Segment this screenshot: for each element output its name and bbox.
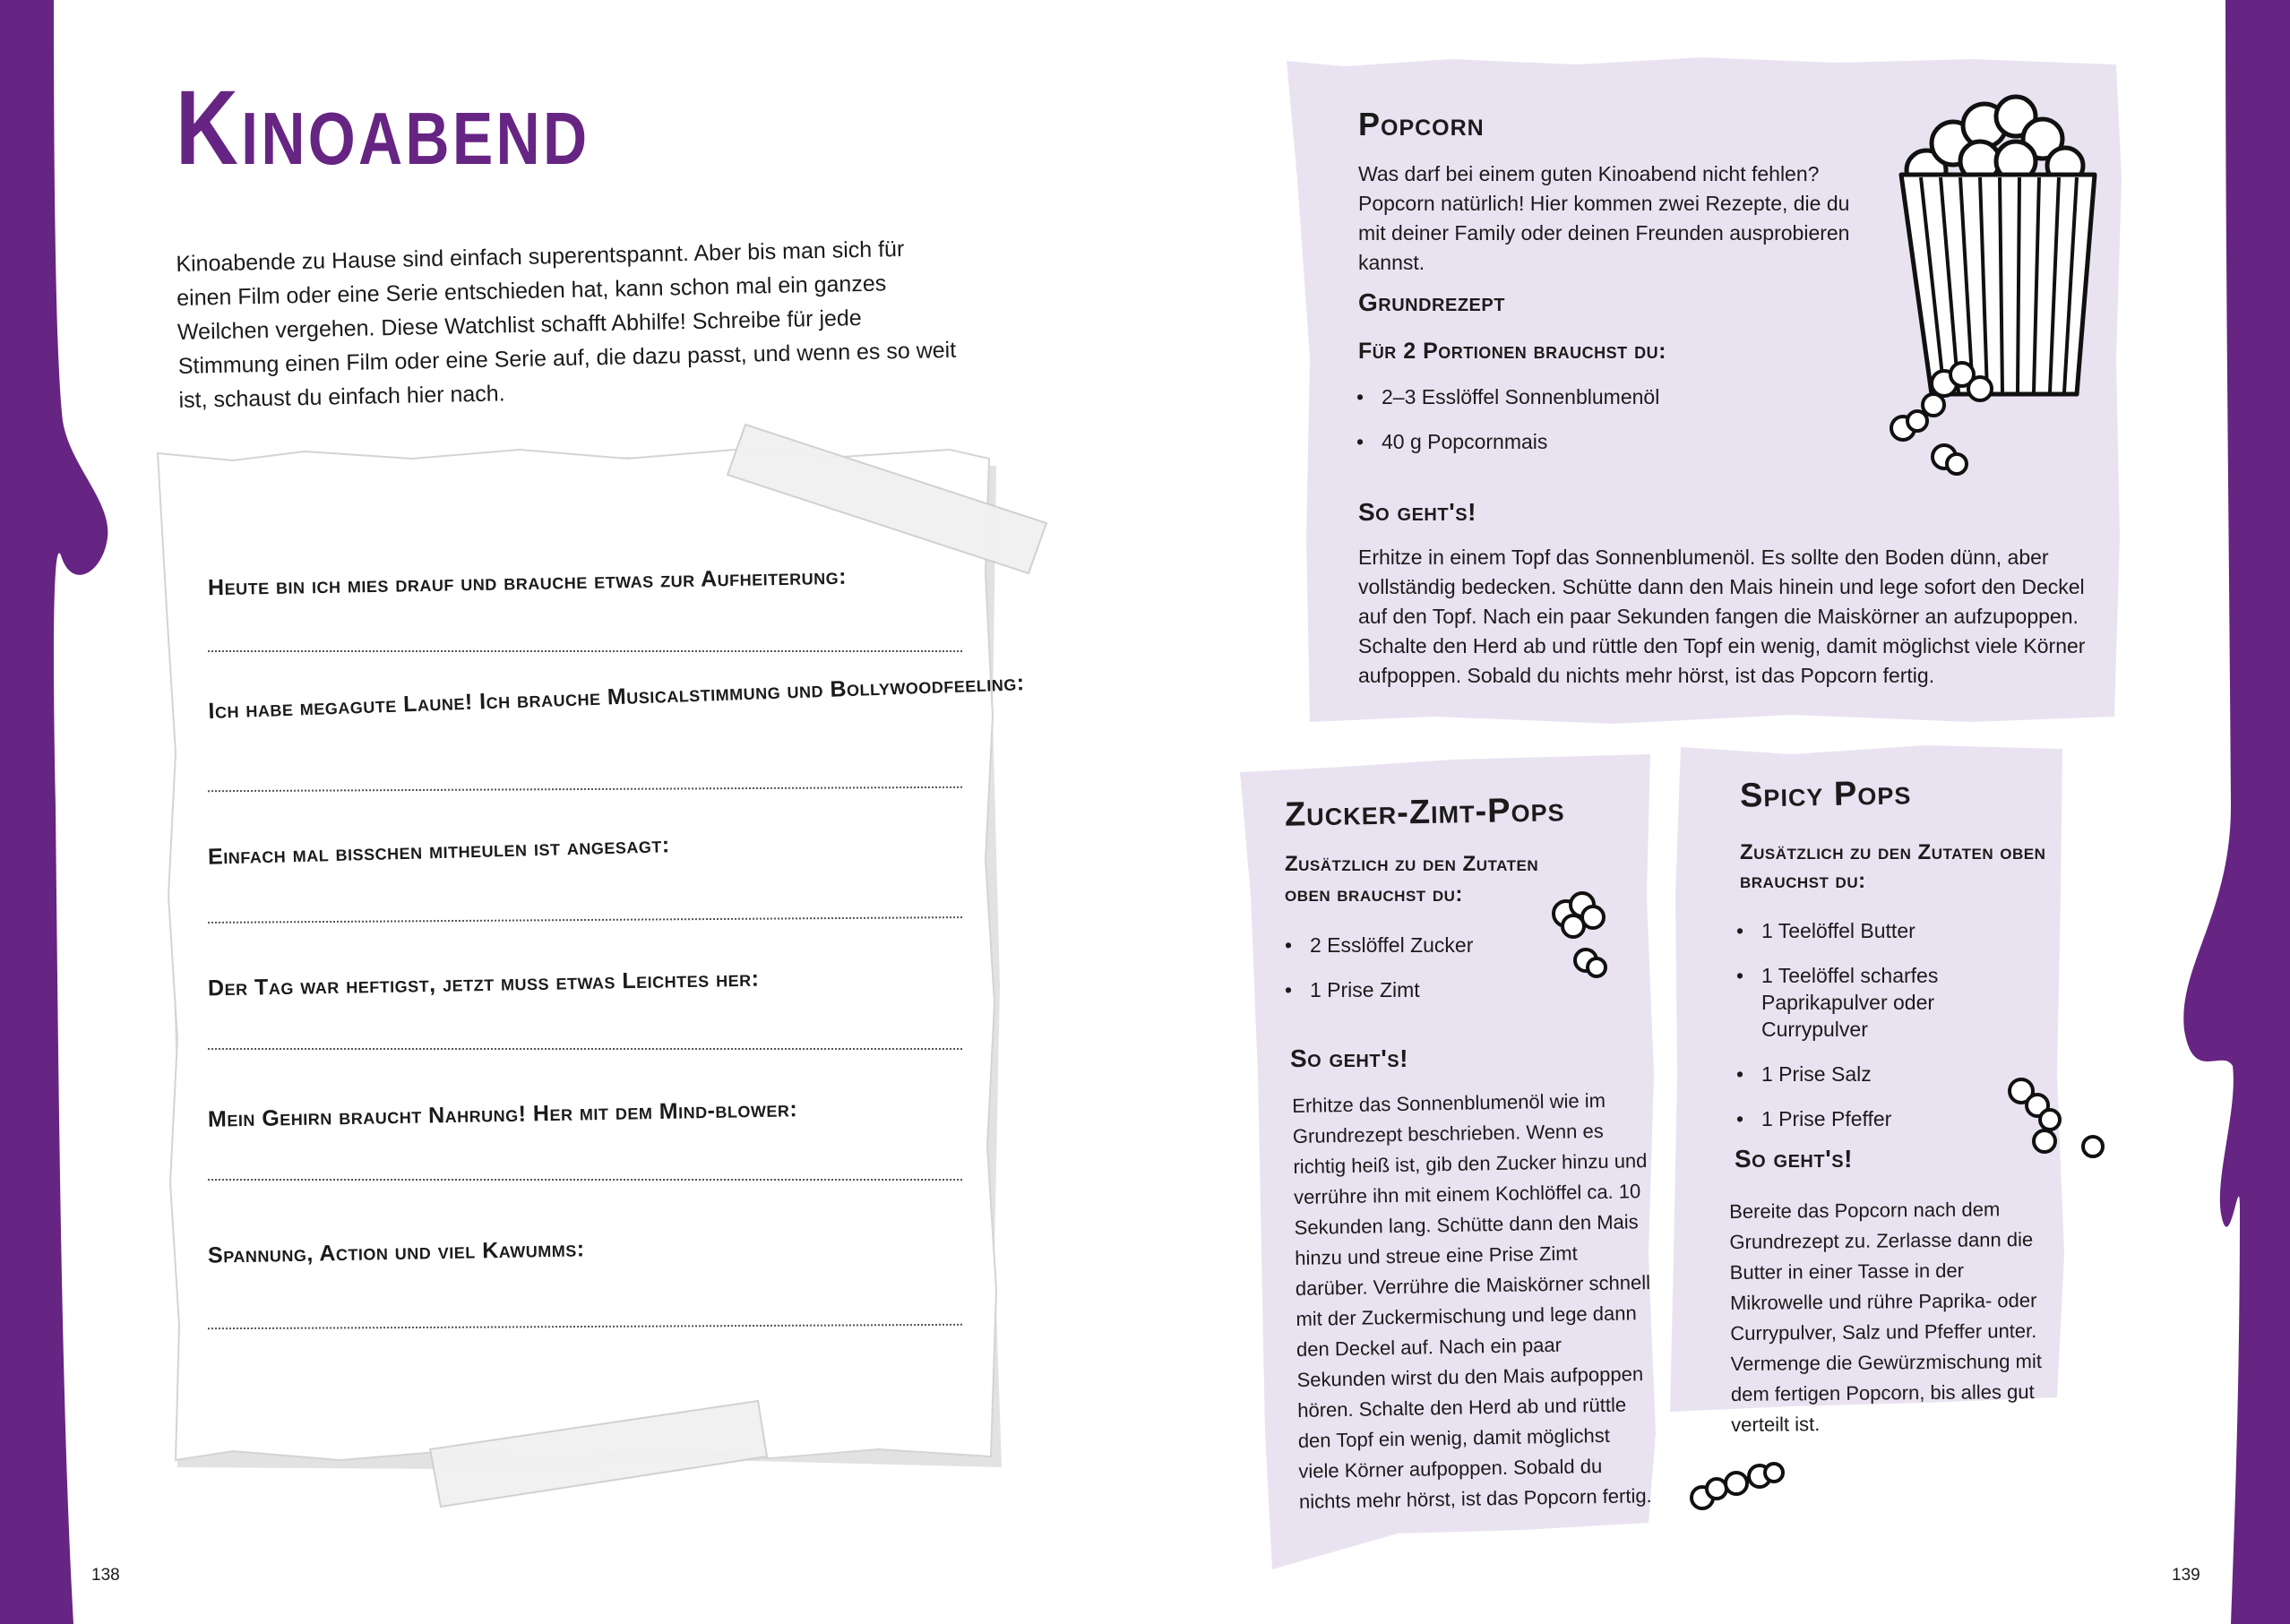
watchlist-write-line[interactable] — [208, 1179, 962, 1181]
popcorn-kernels-icon — [1684, 1455, 1801, 1526]
watchlist-prompt: Spannung, Action und viel Kawumms: — [207, 1236, 585, 1268]
watchlist-prompt: Ich habe megagute Laune! Ich brauche Musicalstimmung und Bollywoodfeeling: — [208, 670, 1026, 724]
popcorn-title: Popcorn — [1358, 106, 1485, 142]
ingredient-item: • 1 Prise Pfeffer — [1735, 1105, 2030, 1132]
popcorn-kernels-icon — [1998, 1070, 2114, 1168]
zucker-ingredients — [1283, 932, 1473, 1021]
zucker-sub: Zusätzlich zu den Zutaten oben brauchst du: — [1285, 852, 1539, 907]
ingredient-item: • 1 Prise Zimt — [1283, 976, 1473, 1003]
spicy-ingredients — [1735, 917, 2030, 1150]
popcorn-kernels-icon — [1541, 887, 1622, 985]
watchlist-prompt: Mein Gehirn braucht Nahrung! Her mit dem Mind-blower: — [207, 1096, 798, 1132]
ingredient-item: • 2 Esslöffel Zucker — [1283, 932, 1473, 958]
how-title: So geht's! — [1290, 1044, 1408, 1072]
zucker-title: Zucker-Zimt-Pops — [1284, 791, 1565, 834]
ingredient-item: • 1 Prise Salz — [1735, 1061, 2030, 1087]
spicy-title: Spicy Pops — [1739, 774, 1912, 815]
how-title: So geht's! — [1735, 1145, 1853, 1173]
watchlist-prompt: Der Tag war heftigst, jetzt muss etwas Leichtes her: — [207, 966, 760, 1001]
paper-note — [158, 450, 996, 1460]
zucker-instructions: Erhitze das Sonnenblumenöl wie im Grundrezept beschrieben. Wenn es richtig heiß ist, gib den Zucker hinzu und verrühre ihn mit einem Kochlöffel ca. 10 Sekunden lang. Schütte dann den Mais hinzu und streue eine Prise Zimt darüber. Verrühre die Maiskörner schnell mit der Zuckermischung und lege dann den Deckel auf. Nach ein paar Sekunden wirst du den Mais aufpoppen hören. Schalte den Herd ab und rüttle den Topf ein wenig, damit möglichst viele Körner aufpoppen. Sobald du nichts mehr hörst, ist das Popcorn fertig. — [1292, 1088, 1652, 1513]
ingredient-item: • 40 g Popcornmais — [1355, 428, 1659, 455]
ingredient-item: • 1 Teelöffel scharfes Paprikapulver oder Currypulver — [1735, 962, 2030, 1043]
grundrezept-title: Grundrezept — [1358, 288, 1505, 316]
popcorn-box-icon — [1881, 90, 2114, 484]
page-number-right: 139 — [2172, 1566, 2200, 1585]
watchlist-write-line[interactable] — [208, 650, 962, 652]
portions-label: Für 2 Portionen brauchst du: — [1358, 339, 1666, 364]
watchlist-write-line[interactable] — [208, 1048, 962, 1050]
popcorn-instructions: Erhitze in einem Topf das Sonnenblumenöl. Es sollte den Boden dünn, aber vollständig bedecken. Schütte dann den Mais hinein und lege sofort den Deckel auf den Topf. Nach ein paar Sekunden fangen die Maiskörner an aufzupoppen. Schalte den Herd ab und rüttle den Topf ein wenig, damit möglichst viele Körner aufpoppen. Sobald du nichts mehr hörst, ist das Popcorn fertig. — [1358, 546, 2086, 687]
left-purple-drip — [0, 0, 108, 1624]
ingredient-item: • 2–3 Esslöffel Sonnenblumenöl — [1355, 383, 1659, 410]
ingredient-item: • 1 Teelöffel Butter — [1735, 917, 2030, 944]
grundrezept-ingredients — [1355, 383, 1659, 473]
page-title: Kinoabend — [176, 69, 590, 187]
intro-text: Kinoabende zu Hause sind einfach superentspannt. Aber bis man sich für einen Film oder eine Serie entschieden hat, kann schon mal ein ganzes Weilchen vergehen. Diese Watchlist schafft Abhilfe! Schreibe für jede Stimmung einen Film oder eine Serie auf, die dazu passt, und wenn es so weit ist, schaust du einfach hier nach. — [176, 236, 957, 413]
page-number-left: 138 — [91, 1566, 120, 1585]
spicy-sub: Zusätzlich zu den Zutaten oben brauchst du: — [1740, 840, 2046, 893]
how-title: So geht's! — [1358, 498, 1476, 526]
spicy-instructions: Bereite das Popcorn nach dem Grundrezept zu. Zerlasse dann die Butter in einer Tasse in der Mikrowelle und rühre Paprika- oder Currypulver, Salz und Pfeffer unter. Vermenge die Gewürzmischung mit dem fertigen Popcorn, bis alles gut verteilt ist. — [1729, 1198, 2042, 1436]
watchlist-prompt: Einfach mal bisschen mitheulen ist angesagt: — [207, 832, 670, 870]
popcorn-intro: Was darf bei einem guten Kinoabend nicht fehlen? Popcorn natürlich! Hier kommen zwei Rezepte, die du mit deiner Family oder deinen Freunden ausprobieren kannst. — [1358, 162, 1850, 274]
right-purple-drip — [2183, 0, 2290, 1624]
watchlist-prompt: Heute bin ich mies drauf und brauche etwas zur Aufheiterung: — [207, 563, 848, 601]
